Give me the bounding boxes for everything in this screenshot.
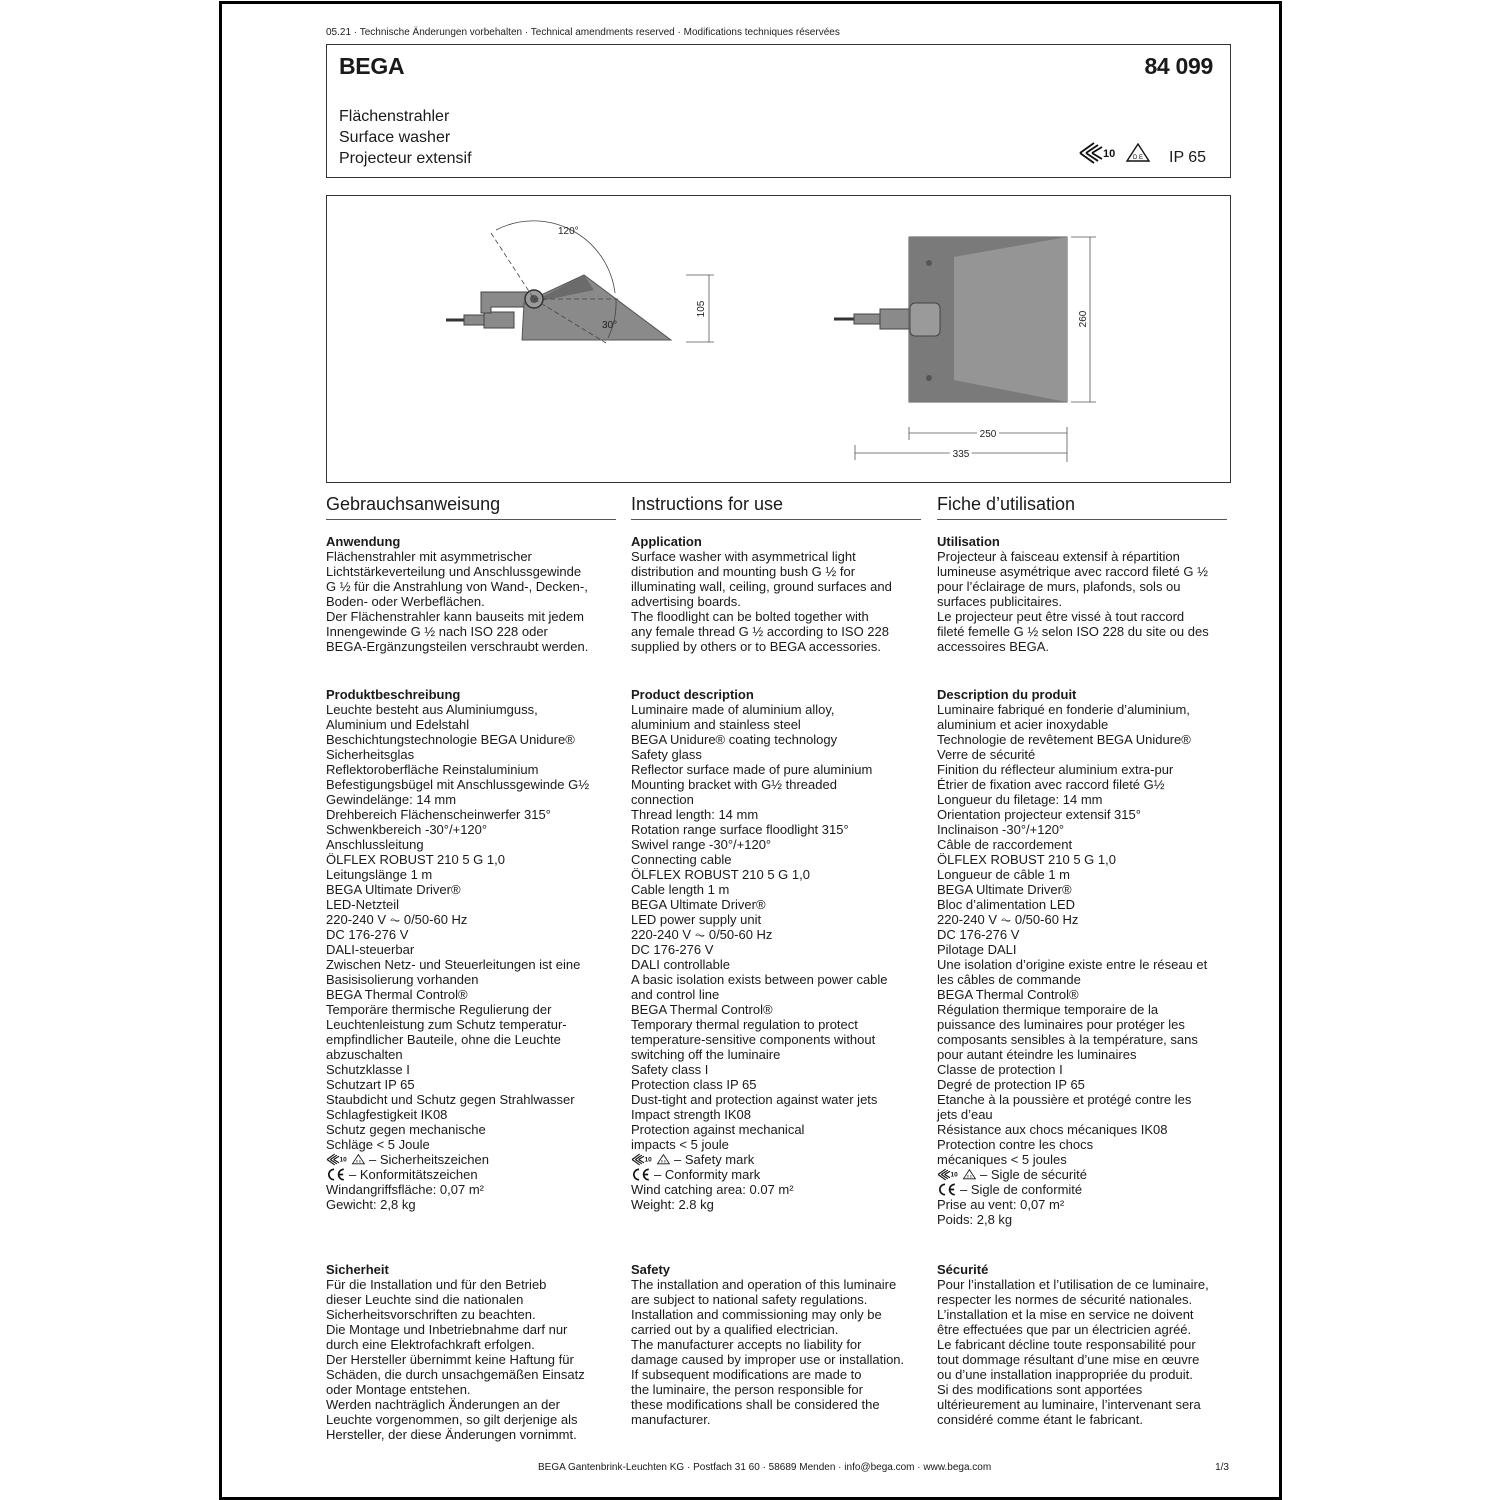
text-line: Technologie de revêtement BEGA Unidure®	[937, 732, 1191, 747]
ce-mark-text: – Sigle de conformité	[960, 1182, 1083, 1197]
text-line: 220-240 V ⏦ 0/50-60 Hz	[937, 912, 1079, 927]
text-line: The manufacturer accepts no liability for	[631, 1337, 862, 1352]
dim-335-label: 335	[952, 449, 970, 460]
text-line: Sicherheitsvorschriften zu beachten.	[326, 1307, 536, 1322]
text-line: Impact strength IK08	[631, 1107, 751, 1122]
section-title: Produktbeschreibung	[326, 687, 461, 702]
text-line: ÖLFLEX ROBUST 210 5 G 1,0	[937, 852, 1116, 867]
heading-en: Instructions for use	[631, 494, 921, 520]
text-line: Si des modifications sont apportées	[937, 1382, 1143, 1397]
text-line: the luminaire, the person responsible for	[631, 1382, 863, 1397]
text-line: Protection contre les chocs	[937, 1137, 1094, 1152]
safety-mark-line	[937, 1167, 1227, 1182]
product-name-fr: Projecteur extensif	[339, 150, 472, 167]
text-line: BEGA Ultimate Driver®	[326, 882, 461, 897]
svg-text:10: 10	[644, 1156, 652, 1164]
text-line: Une isolation d’origine existe entre le réseau et	[937, 957, 1208, 972]
text-line: Lichtstärkeverteilung und Anschlussgewinde	[326, 564, 582, 579]
text-line: Le projecteur peut être vissé à tout raccord	[937, 609, 1185, 624]
ce-mark-line	[631, 1167, 921, 1182]
enec-safety-mark-icon	[1078, 141, 1152, 165]
text-line: tout dommage résultant d’une mise en œuvre	[937, 1352, 1200, 1367]
text-line: Drehbereich Flächenscheinwerfer 315°	[326, 807, 551, 822]
text-line: Dust-tight and protection against water jets	[631, 1092, 878, 1107]
angle-30-label: 30°	[602, 320, 618, 331]
text-line: Wind catching area: 0.07 m²	[631, 1182, 794, 1197]
text-line: manufacturer.	[631, 1412, 711, 1427]
text-line: supplied by others or to BEGA accessories.	[631, 639, 882, 654]
text-line: fileté femelle G ½ selon ISO 228 du site ou des	[937, 624, 1209, 639]
text-line: Zwischen Netz- und Steuerleitungen ist eine	[326, 957, 581, 972]
text-line: Longueur de câble 1 m	[937, 867, 1070, 882]
text-line: Reflektoroberfläche Reinstaluminium	[326, 762, 539, 777]
text-line: DALI controllable	[631, 957, 730, 972]
text-line: Befestigungsbügel mit Anschlussgewinde G½	[326, 777, 590, 792]
text-line: Thread length: 14 mm	[631, 807, 759, 822]
text-line: Swivel range -30°/+120°	[631, 837, 772, 852]
text-line: BEGA Ultimate Driver®	[937, 882, 1072, 897]
en-safety	[631, 1262, 921, 1427]
text-line: Luminaire fabriqué en fonderie d’aluminium,	[937, 702, 1190, 717]
ce-mark-text: – Konformitätszeichen	[349, 1167, 478, 1182]
text-line: BEGA Thermal Control®	[631, 1002, 773, 1017]
text-line: Régulation thermique temporaire de la	[937, 1002, 1159, 1017]
text-line: abzuschalten	[326, 1047, 403, 1062]
text-line: advertising boards.	[631, 594, 741, 609]
dim-250-label: 250	[979, 429, 997, 440]
text-line: G ½ für die Anstrahlung von Wand-, Decken-,	[326, 579, 588, 594]
safety-mark-text: – Sicherheitszeichen	[369, 1152, 489, 1167]
text-line: oder Montage entstehen.	[326, 1382, 471, 1397]
text-line: ultérieurement au luminaire, l’intervenant sera	[937, 1397, 1201, 1412]
revision-line: 05.21 · Technische Änderungen vorbehalten · Technical amendments reserved · Modifications techniques réservées	[326, 27, 840, 38]
heading-de: Gebrauchsanweisung	[326, 494, 616, 520]
text-line: Safety glass	[631, 747, 702, 762]
text-line: DALI-steuerbar	[326, 942, 415, 957]
text-line: Hersteller, der diese Änderungen vornimmt.	[326, 1427, 577, 1442]
de-mark-text: D E	[1132, 155, 1144, 161]
text-line: jets d’eau	[937, 1107, 993, 1122]
text-line: Leitungslänge 1 m	[326, 867, 433, 882]
side-view	[446, 221, 714, 343]
text-line: are subject to national safety regulations.	[631, 1292, 868, 1307]
fr-product-description	[937, 687, 1227, 1227]
section-title: Anwendung	[326, 534, 401, 549]
text-line: accessoires BEGA.	[937, 639, 1049, 654]
text-line: Surface washer with asymmetrical light	[631, 549, 856, 564]
text-line: Longueur du filetage: 14 mm	[937, 792, 1103, 807]
text-line: puissance des luminaires pour protéger les	[937, 1017, 1185, 1032]
text-line: Gewicht: 2,8 kg	[326, 1197, 416, 1212]
text-line: Le fabricant décline toute responsabilité pour	[937, 1337, 1196, 1352]
text-line: temperature-sensitive components without	[631, 1032, 876, 1047]
text-line: pour autant éteindre les luminaires	[937, 1047, 1137, 1062]
product-name-de: Flächenstrahler	[339, 108, 450, 125]
text-line: pour l’éclairage de murs, plafonds, sols ou	[937, 579, 1181, 594]
text-line: durch eine Elektrofachkraft erfolgen.	[326, 1337, 535, 1352]
text-line: Reflector surface made of pure aluminium	[631, 762, 873, 777]
text-line: switching off the luminaire	[631, 1047, 781, 1062]
enec-number: 10	[1103, 148, 1116, 160]
text-line: impacts < 5 joule	[631, 1137, 729, 1152]
text-line: carried out by a qualified electrician.	[631, 1322, 839, 1337]
text-line: Protection class IP 65	[631, 1077, 757, 1092]
text-line: The installation and operation of this luminaire	[631, 1277, 897, 1292]
enec-safety-mark-icon	[937, 1168, 977, 1181]
text-line: Schutzart IP 65	[326, 1077, 415, 1092]
text-line: connection	[631, 792, 694, 807]
svg-text:D E: D E	[966, 1174, 973, 1179]
text-line: LED-Netzteil	[326, 897, 399, 912]
text-line: Classe de protection I	[937, 1062, 1063, 1077]
footer-company: BEGA Gantenbrink-Leuchten KG · Postfach 31 60 · 58689 Menden · info@bega.com · www.bega.com	[538, 1462, 992, 1473]
text-line: ou d’une installation inappropriée du produit.	[937, 1367, 1193, 1382]
text-line: dieser Leuchte sind die nationalen	[326, 1292, 524, 1307]
ce-mark-icon	[631, 1168, 651, 1181]
text-line: Rotation range surface floodlight 315°	[631, 822, 849, 837]
text-line: composants sensibles à la température, sans	[937, 1032, 1198, 1047]
section-title: Utilisation	[937, 534, 1000, 549]
text-line: DC 176-276 V	[326, 927, 409, 942]
angle-120-label: 120°	[558, 226, 579, 237]
text-line: Inclinaison -30°/+120°	[937, 822, 1065, 837]
text-line: mécaniques < 5 joules	[937, 1152, 1067, 1167]
text-line: Boden- oder Werbeflächen.	[326, 594, 485, 609]
de-application	[326, 534, 616, 654]
safety-mark-line	[326, 1152, 616, 1167]
text-line: Schutz gegen mechanische	[326, 1122, 486, 1137]
text-line: Sicherheitsglas	[326, 747, 415, 762]
text-line: Pilotage DALI	[937, 942, 1017, 957]
text-line: Connecting cable	[631, 852, 732, 867]
text-line: ÖLFLEX ROBUST 210 5 G 1,0	[631, 867, 810, 882]
text-line: Flächenstrahler mit asymmetrischer	[326, 549, 532, 564]
text-line: Luminaire made of aluminium alloy,	[631, 702, 835, 717]
text-line: lumineuse asymétrique avec raccord fileté G ½	[937, 564, 1208, 579]
text-line: Für die Installation und für den Betrieb	[326, 1277, 547, 1292]
text-line: Schutzklasse I	[326, 1062, 410, 1077]
text-line: Basisisolierung vorhanden	[326, 972, 479, 987]
text-line: Degré de protection IP 65	[937, 1077, 1085, 1092]
text-line: Weight: 2.8 kg	[631, 1197, 714, 1212]
ce-mark-icon	[326, 1168, 346, 1181]
text-line: surfaces publicitaires.	[937, 594, 1062, 609]
safety-mark-text: – Safety mark	[674, 1152, 755, 1167]
text-line: any female thread G ½ according to ISO 228	[631, 624, 889, 639]
text-line: Verre de sécurité	[937, 747, 1036, 762]
text-line: Der Flächenstrahler kann bauseits mit jedem	[326, 609, 584, 624]
text-line: BEGA Unidure® coating technology	[631, 732, 838, 747]
safety-mark-text: – Sigle de sécurité	[980, 1167, 1087, 1182]
text-line: être effectuées que par un électricien agréé.	[937, 1322, 1192, 1337]
text-line: Safety class I	[631, 1062, 709, 1077]
text-line: Leuchte vorgenommen, so gilt derjenige als	[326, 1412, 578, 1427]
dim-260-label: 260	[1078, 310, 1089, 328]
text-line: Orientation projecteur extensif 315°	[937, 807, 1141, 822]
svg-text:10: 10	[950, 1171, 958, 1179]
text-line: Anschlussleitung	[326, 837, 424, 852]
text-line: Temporäre thermische Regulierung der	[326, 1002, 552, 1017]
text-line: Die Montage und Inbetriebnahme darf nur	[326, 1322, 568, 1337]
enec-safety-mark-icon	[326, 1153, 366, 1166]
text-line: Prise au vent: 0,07 m²	[937, 1197, 1065, 1212]
text-line: aluminium et acier inoxydable	[937, 717, 1109, 732]
text-line: these modifications shall be considered the	[631, 1397, 880, 1412]
text-line: Schwenkbereich -30°/+120°	[326, 822, 488, 837]
text-line: Werden nachträglich Änderungen an der	[326, 1397, 560, 1412]
text-line: Projecteur à faisceau extensif à répartition	[937, 549, 1180, 564]
text-line: Schlagfestigkeit IK08	[326, 1107, 448, 1122]
text-line: Etanche à la poussière et protégé contre les	[937, 1092, 1192, 1107]
text-line: DC 176-276 V	[631, 942, 714, 957]
product-name-en: Surface washer	[339, 129, 451, 146]
ce-mark-icon	[937, 1183, 957, 1196]
svg-text:D E: D E	[355, 1159, 362, 1164]
safety-mark-line	[631, 1152, 921, 1167]
text-line: and control line	[631, 987, 720, 1002]
text-line: illuminating wall, ceiling, ground surfaces and	[631, 579, 892, 594]
ip-rating: IP 65	[1169, 149, 1207, 166]
text-line: If subsequent modifications are made to	[631, 1367, 862, 1382]
text-line: A basic isolation exists between power cable	[631, 972, 888, 987]
text-line: Câble de raccordement	[937, 837, 1073, 852]
article-number: 84 099	[1144, 53, 1213, 79]
page-number: 1/3	[1215, 1462, 1229, 1473]
text-line: les câbles de commande	[937, 972, 1081, 987]
text-line: LED power supply unit	[631, 912, 762, 927]
text-line: respecter les normes de sécurité nationales.	[937, 1292, 1193, 1307]
ce-mark-line	[326, 1167, 616, 1182]
text-line: L’installation et la mise en service ne doivent	[937, 1307, 1194, 1322]
text-line: Résistance aux chocs mécaniques IK08	[937, 1122, 1168, 1137]
text-line: Poids: 2,8 kg	[937, 1212, 1013, 1227]
text-line: The floodlight can be bolted together with	[631, 609, 869, 624]
text-line: Leuchte besteht aus Aluminiumguss,	[326, 702, 538, 717]
section-title: Safety	[631, 1262, 671, 1277]
de-product-description	[326, 687, 616, 1212]
text-line: Leuchtenleistung zum Schutz temperatur-	[326, 1017, 567, 1032]
text-line: Staubdicht und Schutz gegen Strahlwasser	[326, 1092, 575, 1107]
text-line: damage caused by improper use or installation.	[631, 1352, 905, 1367]
text-line: ÖLFLEX ROBUST 210 5 G 1,0	[326, 852, 505, 867]
text-line: DC 176-276 V	[937, 927, 1020, 942]
text-line: Cable length 1 m	[631, 882, 730, 897]
en-product-description	[631, 687, 921, 1212]
text-line: BEGA Thermal Control®	[326, 987, 468, 1002]
section-title: Sécurité	[937, 1262, 989, 1277]
fr-safety	[937, 1262, 1227, 1427]
text-line: Finition du réflecteur aluminium extra-pur	[937, 762, 1174, 777]
text-line: empfindlicher Bauteile, ohne die Leuchte	[326, 1032, 561, 1047]
dim-105-label: 105	[696, 300, 707, 318]
text-line: distribution and mounting bush G ½ for	[631, 564, 856, 579]
text-line: Temporary thermal regulation to protect	[631, 1017, 858, 1032]
text-line: Der Hersteller übernimmt keine Haftung für	[326, 1352, 574, 1367]
fr-application	[937, 534, 1227, 654]
brand-name: BEGA	[339, 53, 405, 79]
text-line: Mounting bracket with G½ threaded	[631, 777, 837, 792]
section-title: Application	[631, 534, 702, 549]
enec-safety-mark-icon	[631, 1153, 671, 1166]
section-title: Sicherheit	[326, 1262, 389, 1277]
text-line: 220-240 V ⏦ 0/50-60 Hz	[631, 927, 773, 942]
text-line: Aluminium und Edelstahl	[326, 717, 470, 732]
front-view	[834, 237, 1096, 462]
heading-fr: Fiche d’utilisation	[937, 494, 1227, 520]
ce-mark-line	[937, 1182, 1227, 1197]
text-line: Schäden, die durch unsachgemäßen Einsatz	[326, 1367, 585, 1382]
text-line: Bloc d’alimentation LED	[937, 897, 1076, 912]
svg-text:D E: D E	[660, 1159, 667, 1164]
svg-text:10: 10	[339, 1156, 347, 1164]
section-title: Product description	[631, 687, 754, 702]
text-line: Gewindelänge: 14 mm	[326, 792, 457, 807]
ce-mark-text: – Conformity mark	[654, 1167, 761, 1182]
text-line: considéré comme étant le fabricant.	[937, 1412, 1143, 1427]
text-line: Étrier de fixation avec raccord fileté G½	[937, 777, 1165, 792]
text-line: Installation and commissioning may only be	[631, 1307, 882, 1322]
text-line: Windangriffsfläche: 0,07 m²	[326, 1182, 484, 1197]
de-safety	[326, 1262, 616, 1442]
text-line: Pour l’installation et l’utilisation de ce luminaire,	[937, 1277, 1209, 1292]
text-line: Schläge < 5 Joule	[326, 1137, 430, 1152]
text-line: BEGA-Ergänzungsteilen verschraubt werden.	[326, 639, 589, 654]
technical-drawing	[326, 195, 1229, 481]
text-line: BEGA Ultimate Driver®	[631, 897, 766, 912]
text-line: aluminium and stainless steel	[631, 717, 801, 732]
text-line: 220-240 V ⏦ 0/50-60 Hz	[326, 912, 468, 927]
text-line: Protection against mechanical	[631, 1122, 805, 1137]
text-line: BEGA Thermal Control®	[937, 987, 1079, 1002]
en-application	[631, 534, 921, 654]
text-line: Beschichtungstechnologie BEGA Unidure®	[326, 732, 575, 747]
section-title: Description du produit	[937, 687, 1077, 702]
text-line: Innengewinde G ½ nach ISO 228 oder	[326, 624, 548, 639]
